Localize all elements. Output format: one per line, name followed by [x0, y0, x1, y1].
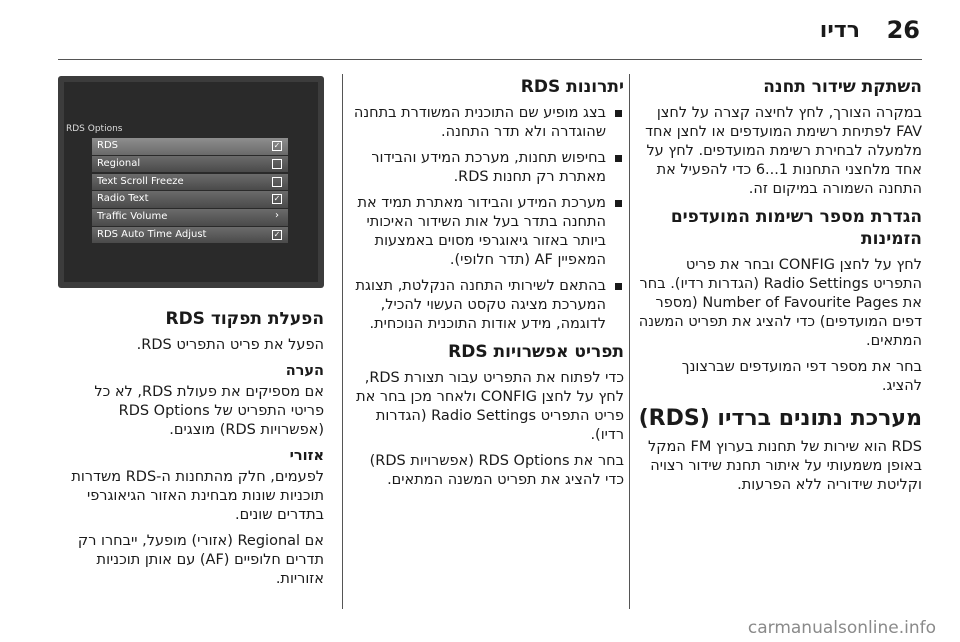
header-rule: [58, 59, 922, 60]
paragraph: בחר את מספר דפי המועדפים שברצונך להציג.: [681, 359, 922, 394]
menu-item-rds-auto-time[interactable]: RDS Auto Time Adjust ✓: [92, 227, 288, 244]
page-number: 26: [886, 16, 920, 44]
paragraph: RDS הוא שירות של תחנות בערוץ FM המקל באופן משמעותי על איתור תחנת שידור רצויה וקליטת שידוריה ללא הפרעות.: [648, 439, 922, 493]
list-item: בצג מופיע שם התוכנית המשודרת בתחנה שהוגדרה ולא תדר התחנה.: [352, 104, 624, 142]
menu-item-radio-text[interactable]: Radio Text ✓: [92, 191, 288, 208]
paragraph: הפעל את פריט התפריט RDS.: [136, 337, 324, 353]
clock: 10:22: [184, 30, 216, 43]
menu-item-regional[interactable]: Regional: [92, 156, 288, 173]
bullet-icon: [615, 155, 622, 162]
chapter-title: רדיו: [819, 18, 860, 43]
list-item: מערכת המידע והבידור מאתרת תמיד את התחנה בתדר בעל אות השידור האיכותי ביותר באזור גיאוגרפי מסוים באמצעות המאפיין AF (תדר חלופי).: [352, 194, 624, 270]
chevron-right-icon: ›: [275, 210, 279, 222]
middle-column: [352, 74, 624, 497]
list-item: בחיפוש תחנות, מערכת המידע והבידור מאתרת רק תחנות RDS.: [352, 149, 624, 187]
subheading: אזורי: [289, 448, 324, 464]
section-heading: הגדרת מספר רשימות המועדפים הזמינות: [670, 207, 922, 249]
paragraph: לפעמים, חלק מהתחנות ה-RDS משדרות תוכניות שונות מבחינת האזור הגיאוגרפי בתדרים שונים.: [71, 469, 324, 523]
column-divider: [342, 74, 343, 609]
checkbox-checked-icon: ✓: [273, 229, 281, 239]
checkbox-checked-icon: ✓: [273, 194, 281, 204]
bullet-icon: [615, 110, 622, 117]
menu-item-rds[interactable]: RDS ✓: [92, 138, 288, 155]
list-item: בהתאם לשירותי התחנה הנקלטת, תצוגת המערכת מציגה טקסט העשוי להכיל, לדוגמה, מידע אודות התוכנית הנוכחית.: [352, 277, 624, 334]
paragraph: במקרה הצורך, לחץ לחיצה קצרה על לחצן FAV לפתיחת רשימת המועדפים או לחצן אחד מלמעלה לבחירת רשימת המועדפים. לחץ על אחד מלחצני התחנות 1...6 כדי להפעיל את התחנה השמורה במיקום זה.: [645, 105, 922, 197]
status-icons: ✉ ✆ ⚙: [267, 30, 300, 41]
section-heading: השתקת שידור תחנה: [763, 77, 922, 97]
checkbox-checked-icon: ✓: [273, 141, 281, 150]
checkbox-icon: [272, 159, 282, 169]
section-heading: תפריט אפשרויות RDS: [448, 342, 624, 362]
right-column: [638, 74, 922, 502]
temperature: 20°C: [70, 30, 98, 43]
watermark: carmanualsonline.info: [747, 618, 936, 638]
screen-menu-title: RDS Options: [66, 124, 123, 134]
note-heading: הערה: [285, 363, 324, 379]
status-bar: [64, 28, 308, 46]
paragraph: כדי לפתוח את התפריט עבור תצורת RDS, לחץ על לחצן CONFIG ולאחר מכן בחר את פריט התפריט Radio Settings (הגדרות רדיו).: [356, 370, 624, 443]
section-heading: הפעלת תפקוד RDS: [165, 309, 324, 329]
menu-item-text-scroll-freeze[interactable]: Text Scroll Freeze: [92, 174, 288, 191]
left-column: [58, 306, 324, 596]
paragraph: בחר את RDS Options (אפשרויות RDS) כדי להציג את תפריט המשנה המתאים.: [369, 453, 624, 488]
advantages-list: [352, 104, 624, 334]
section-heading: יתרונות RDS: [520, 77, 624, 97]
menu-item-traffic-volume[interactable]: Traffic Volume ›: [92, 209, 288, 226]
checkbox-icon: [272, 177, 282, 187]
rds-options-menu: [92, 138, 288, 245]
paragraph: אם מספיקים את פעולת RDS, לא כל פריטי התפריט של RDS Options (אפשרויות RDS) מוצגים.: [94, 384, 324, 438]
bullet-icon: [615, 283, 622, 290]
main-heading: מערכת נתונים ברדיו (RDS): [638, 406, 922, 431]
column-divider: [629, 74, 630, 609]
bullet-icon: [615, 200, 622, 207]
paragraph: לחץ על לחצן CONFIG ובחר את פריט התפריט Radio Settings (הגדרות רדיו). בחר את Number of Favourite Pages (מספר דפים המועדפים) כדי להציג את תפריט המשנה המתאים.: [638, 257, 922, 349]
paragraph: אם Regional (אזורי) מופעל, ייבחרו רק תדרים חלופיים (AF) עם אותן תוכניות אזוריות.: [77, 533, 324, 587]
